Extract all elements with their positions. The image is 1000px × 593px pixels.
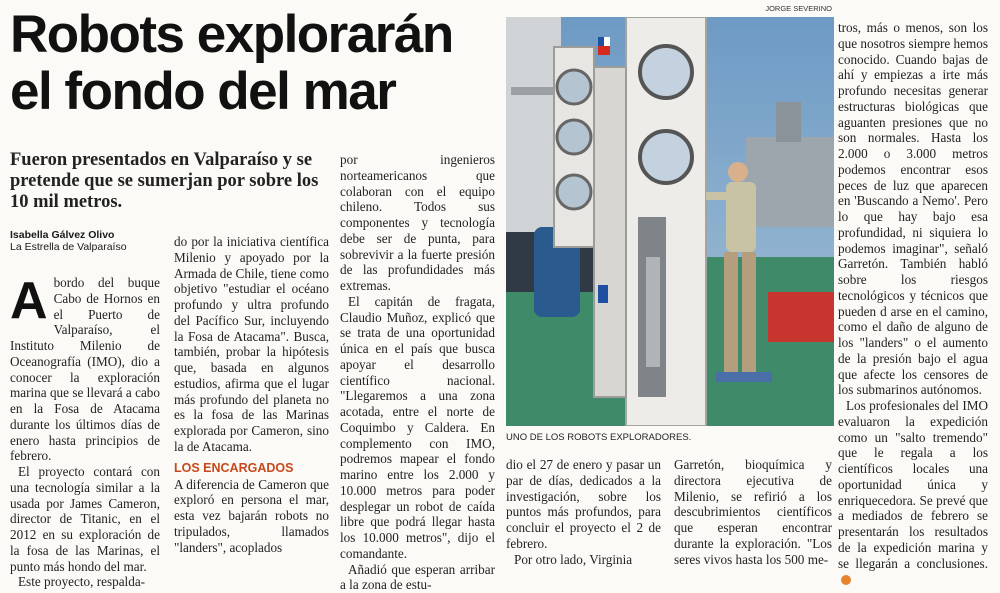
paragraph: tros, más o menos, son los que nosotros siempre hemos conocido. Cuando bajas de ahí y empiezas a irte más profundo necesitas generar estructuras biológicas que aguanten presiones que no son normales. Hasta los 2.000 o 3.000 metros podemos encontrar esos peces de luz que aparecen en 'Buscando a Nemo'. Pero lo que hay bajo esa profundidad, ni siquiera lo podemos imaginar", señaló Garretón. También habló sobre los riesgos tecnológicos y técnicos que pueden d arse en el camino, como el daño de alguno de los "landers" o el aumento de la presión bajo el agua que afecte los censores de los submarinos autónomos.: [838, 20, 988, 398]
paragraph: Añadió que esperan arribar a la zona de estu-: [340, 562, 495, 593]
byline: [10, 229, 170, 253]
body-column-3: [340, 152, 495, 593]
paragraph: [838, 398, 988, 587]
headline: Robots explorarán el fondo del mar: [10, 6, 500, 120]
paragraph: El capitán de fragata, Claudio Muñoz, explicó que se trata de una oportunidad única en el país que busca apoyar el desarrollo científico nacional. "Llegaremos a una zona acotada, entre el norte de Coquimbo y Caldera. En complemento con IMO, podremos mapear el fondo marino entre los 2.000 y 10.000 metros para poder desplegar un robot de caída libre que podrá llegar hasta los 10.000 metros", dijo el comandante.: [340, 294, 495, 562]
paragraph: Garretón, bioquímica y directora ejecutiva de Milenio, se refirió a los descubrimientos científicos que esperan encontrar durante la exploración. "Los seres vivos hasta los 500 me-: [674, 457, 832, 567]
paragraph: A diferencia de Cameron que exploró en persona el mar, esta vez bajarán robots no tripulados, llamados "landers", acoplados: [174, 477, 329, 556]
paragraph: por ingenieros norteamericanos que colaboran con el equipo chileno. Todos sus componentes y tecnología debe ser de punta, para sobrevivir a la fuerte presión de las profundidades más extremas.: [340, 152, 495, 294]
paragraph-text: Los profesionales del IMO evaluaron la expedición como un "salto tremendo" que le regala a los científicos locales una oportunidad única y enriquecedora. Se prevé que a mediados de febrero se presentarán los resultados de la expedición marina y se llegarán a conclusiones.: [838, 398, 988, 571]
paragraph: Este proyecto, respalda-: [10, 574, 160, 590]
paragraph: do por la iniciativa científica Milenio y apoyado por la Armada de Chile, tiene como objetivo "estudiar el océano profundo y ultra profundo del Pacífico Sur, incluyendo la Fosa de Atacama". Busca, también, probar la hipótesis que, basada en algunos estudios, afirma que el lugar más profundo del planeta no es la fosa de las Marinas explorada por Cameron, sino la de Atacama.: [174, 234, 329, 455]
body-column-5: [674, 457, 832, 567]
body-column-1: [10, 275, 160, 590]
photo-caption: UNO DE LOS ROBOTS EXPLORADORES.: [506, 432, 834, 443]
end-mark-icon: [841, 575, 851, 585]
paragraph: Por otro lado, Virginia: [506, 552, 661, 568]
body-column-2: [174, 234, 329, 555]
paragraph: dio el 27 de enero y pasar un par de días, dedicados a la investigación, sobre los puntos más profundos, para concluir el proyecto el 2 de febrero.: [506, 457, 661, 552]
byline-outlet: La Estrella de Valparaíso: [10, 241, 170, 253]
photo-credit: JORGE SEVERINO: [760, 4, 832, 13]
robot-photo: [506, 17, 834, 426]
body-column-4: [506, 457, 661, 567]
robot-photo-illustration: [506, 17, 834, 426]
body-column-6: [838, 20, 988, 587]
paragraph: bordo del buque Cabo de Hornos en el Puerto de Valparaíso, el Instituto Milenio de Oceanografía (IMO), dio a conocer la exploración marina que se llevará a cabo en la Fosa de Atacama durante los últimos días de enero hasta principios de febrero.: [10, 275, 160, 463]
paragraph: El proyecto contará con una tecnología similar a la usada por James Cameron, director de Titanic, en el 2012 en su exploración de la fosa de las Marinas, el punto más hondo del mar.: [10, 464, 160, 574]
byline-author: Isabella Gálvez Olivo: [10, 229, 170, 241]
section-subhead: LOS ENCARGADOS: [174, 461, 329, 476]
dropcap: A: [10, 279, 48, 323]
deck: Fueron presentados en Valparaíso y se pretende que se sumerjan por sobre los 10 mil metros.: [10, 150, 325, 213]
